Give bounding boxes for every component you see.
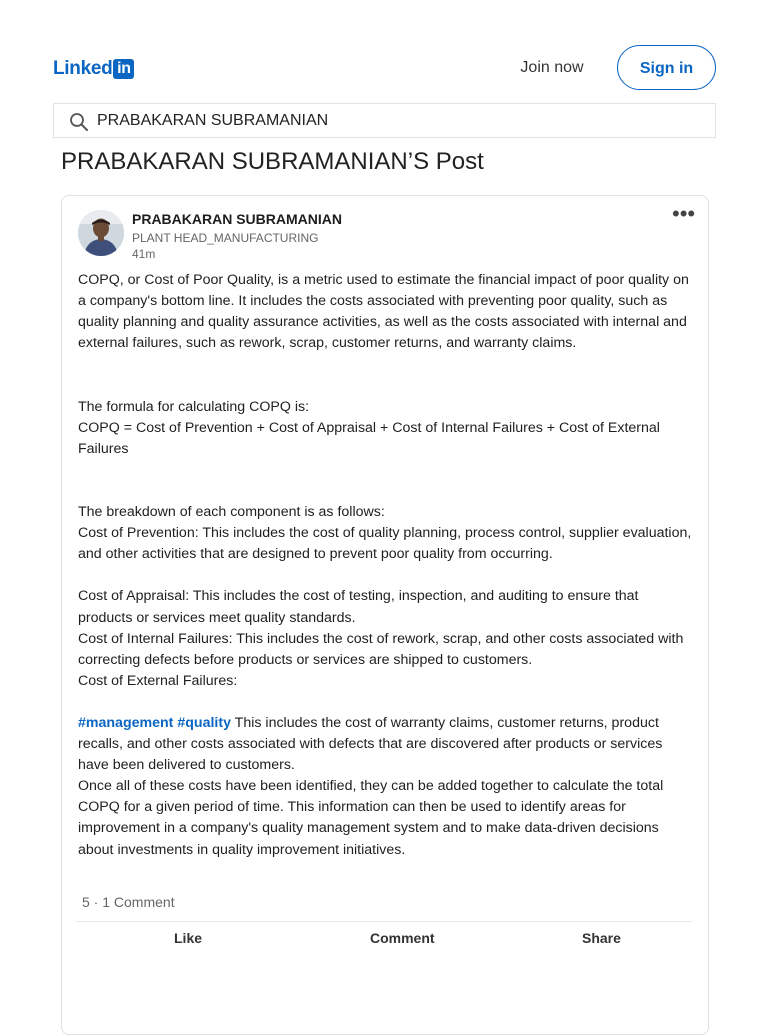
hashtag-quality[interactable]: #quality <box>177 714 231 731</box>
author-name[interactable]: PRABAKARAN SUBRAMANIAN <box>132 211 342 227</box>
post-actions <box>76 922 692 962</box>
more-icon[interactable]: ••• <box>672 201 696 226</box>
top-nav <box>0 0 768 100</box>
reaction-comment-stats[interactable]: 5 · 1 Comment <box>82 894 175 910</box>
join-now-link[interactable]: Join now <box>520 59 584 76</box>
post-paragraph: Cost of Internal Failures: This includes the cost of rework, scrap, and other costs associated with correcting defects before products or services are shipped to customers. <box>78 630 684 668</box>
post-paragraph: The formula for calculating COPQ is: <box>78 398 310 415</box>
search-icon[interactable] <box>69 112 89 132</box>
hashtag-management[interactable]: #management <box>78 714 174 731</box>
post-paragraph-text: This includes the cost of warranty claims, customer returns, product recalls, and other costs associated with defects that are discovered after products or services have been delivered to customers. <box>78 714 663 774</box>
comment-button[interactable]: Comment <box>370 930 435 946</box>
post-paragraph: The breakdown of each component is as follows: <box>78 504 385 521</box>
linkedin-logo[interactable] <box>53 58 134 80</box>
avatar[interactable] <box>78 210 124 256</box>
post-paragraph: Cost of External Failures: <box>78 672 238 689</box>
logo-in-box: in <box>113 59 134 79</box>
sign-in-button[interactable]: Sign in <box>617 45 716 90</box>
post-paragraph: Cost of Appraisal: This includes the cost of testing, inspection, and auditing to ensure that products or services meet quality standards. <box>78 588 639 626</box>
post-paragraph: COPQ, or Cost of Poor Quality, is a metric used to estimate the financial impact of poor quality on a company's bottom line. It includes the costs associated with preventing poor quality, such as quality planning and quality assurance activities, as well as the costs associated with internal and external failures, such as rework, scrap, customer returns, and warranty claims. <box>78 272 689 352</box>
like-button[interactable]: Like <box>174 930 203 946</box>
post-card <box>61 195 709 1035</box>
share-button[interactable]: Share <box>582 930 621 946</box>
avatar-image <box>78 210 124 256</box>
post-paragraph: Once all of these costs have been identified, they can be added together to calculate the total COPQ for a given period of time. This information can then be used to identify areas for improvement in a company's quality management system and to make data-driven decisions about investments in quality improvement initiatives. <box>78 778 664 858</box>
search-input[interactable] <box>97 104 697 137</box>
author-headline: PLANT HEAD_MANUFACTURING <box>132 231 319 245</box>
post-time: 41m <box>132 247 156 261</box>
post-body <box>78 270 696 861</box>
search-bar <box>53 103 716 138</box>
logo-text: Linked <box>53 58 113 79</box>
post-paragraph: COPQ = Cost of Prevention + Cost of Appraisal + Cost of Internal Failures + Cost of External Failures <box>78 419 660 457</box>
post-paragraph <box>78 713 696 776</box>
post-paragraph: Cost of Prevention: This includes the cost of quality planning, process control, supplier evaluation, and other activities that are designed to prevent poor quality from occurring. <box>78 525 692 563</box>
page-title: PRABAKARAN SUBRAMANIAN’S Post <box>61 148 484 175</box>
